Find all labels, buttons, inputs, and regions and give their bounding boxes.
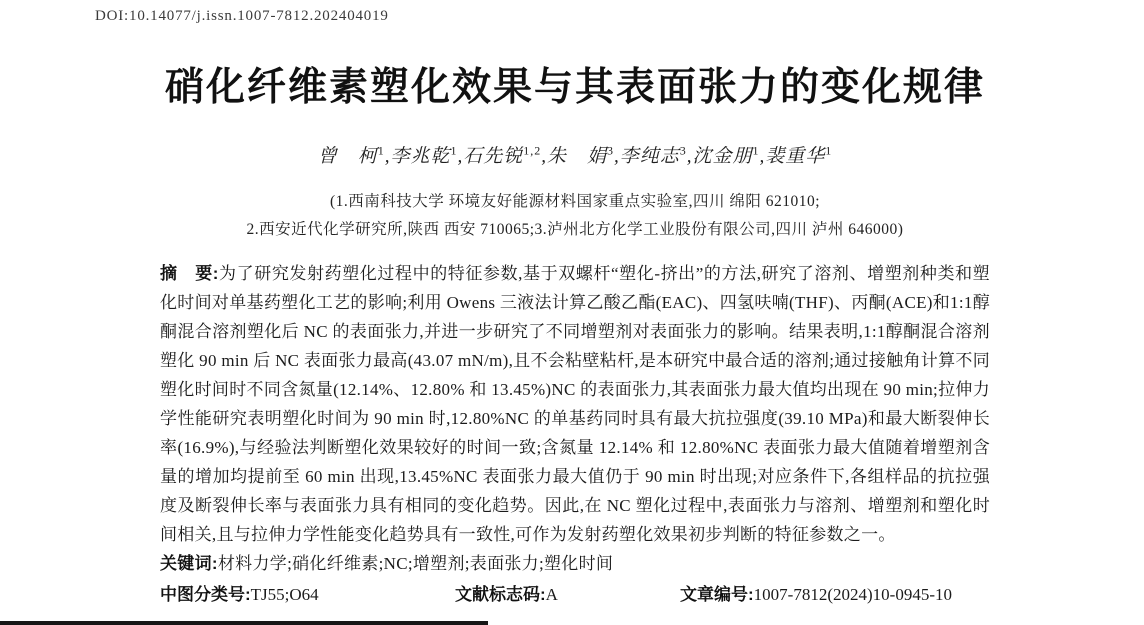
author-name: 石先锐 <box>463 146 524 167</box>
author-name: 李纯志 <box>619 146 680 167</box>
article-id <box>680 583 952 607</box>
author <box>390 143 464 167</box>
author <box>619 143 693 167</box>
classification-line <box>160 583 990 607</box>
affiliation-line-1: (1.西南科技大学 环境友好能源材料国家重点实验室,四川 绵阳 621010; <box>329 193 821 210</box>
author-separator: , <box>614 146 620 167</box>
author-superscript: 3 <box>607 143 614 158</box>
keywords-label: 关键词: <box>160 554 218 573</box>
author-name: 曾 柯 <box>317 146 378 167</box>
author-separator: , <box>541 146 547 167</box>
affiliation-line-2: 2.西安近代化学研究所,陕西 西安 710065;3.泸州北方化学工业股份有限公司,四川 泸州 646000) <box>246 221 904 238</box>
document-code <box>455 583 558 607</box>
keywords-text: 材料力学;硝化纤维素;NC;增塑剂;表面张力;塑化时间 <box>217 554 614 573</box>
author-separator: , <box>759 146 766 167</box>
author <box>546 143 620 167</box>
abstract-paragraph <box>160 259 990 549</box>
article-id-value: 1007-7812(2024)10-0945-10 <box>753 585 952 604</box>
clc-number-label: 中图分类号: <box>160 585 251 604</box>
authors-line <box>160 141 990 168</box>
article-id-label: 文章编号: <box>680 585 754 604</box>
document-code-label: 文献标志码: <box>455 585 546 604</box>
author-superscript: 1,2 <box>523 143 542 158</box>
author-superscript: 1 <box>450 143 458 158</box>
scan-edge-artifact <box>0 621 488 625</box>
author-name: 李兆乾 <box>390 146 451 167</box>
author-superscript: 1 <box>825 143 833 158</box>
abstract-label: 摘 要: <box>160 264 219 283</box>
author-separator: , <box>384 146 391 167</box>
author <box>317 143 391 167</box>
author-superscript: 3 <box>679 143 687 158</box>
author-superscript: 1 <box>377 143 385 158</box>
abstract-block <box>160 259 990 607</box>
abstract-text: 为了研究发射药塑化过程中的特征参数,基于双螺杆“塑化-挤出”的方法,研究了溶剂、增塑剂种类和塑化时间对单基药塑化工艺的影响;利用 Owens 三液法计算乙酸乙酯(EAC)、四氢呋喃(THF)、丙酮(ACE)和1:1醇酮混合溶剂塑化后 NC 的表面张力,并进一步研究了不同增塑剂对表面张力的影响。结果表明,1:1醇酮混合溶剂塑化 90 min 后 NC 表面张力最高(43.07 mN/m),且不会粘壁粘杆,是本研究中最合适的溶剂;通过接触角计算不同塑化时间时不同含氮量(12.14%、12.80% 和 13.45%)NC 的表面张力,其表面张力最大值均出现在 90 min;拉伸力学性能研究表明塑化时间为 90 min 时,12.80%NC 的单基药同时具有最大抗拉强度(39.10 MPa)和最大断裂伸长率(16.9%),与经验法判断塑化效果较好的时间一致;含氮量 12.14% 和 12.80%NC 表面张力最大值随着增塑剂含量的增加均提前至 60 min 出现,13.45%NC 表面张力最大值仍于 90 min 时出现;对应条件下,各组样品的抗拉强度及断裂伸长率与表面张力具有相同的变化趋势。因此,在 NC 塑化过程中,表面张力与溶剂、增塑剂和塑化时间相关,且与拉伸力学性能变化趋势具有一致性,可作为发射药塑化效果初步判断的特征参数之一。 <box>160 264 990 544</box>
author <box>765 143 833 167</box>
clc-number <box>160 583 319 607</box>
author-name: 朱 娟 <box>546 146 607 167</box>
author-separator: , <box>686 146 693 167</box>
doi-line: DOI:10.14077/j.issn.1007-7812.202404019 <box>95 8 389 24</box>
keywords-line <box>160 549 990 578</box>
document-code-value: A <box>545 585 558 604</box>
clc-number-value: TJ55;O64 <box>250 585 319 604</box>
paper-title: 硝化纤维素塑化效果与其表面张力的变化规律 <box>164 66 985 109</box>
author-superscript: 1 <box>752 143 760 158</box>
author-separator: , <box>457 146 464 167</box>
author-name: 沈金朋 <box>692 146 753 167</box>
author <box>692 143 766 167</box>
author-name: 裴重华 <box>765 146 826 167</box>
author <box>463 143 547 167</box>
